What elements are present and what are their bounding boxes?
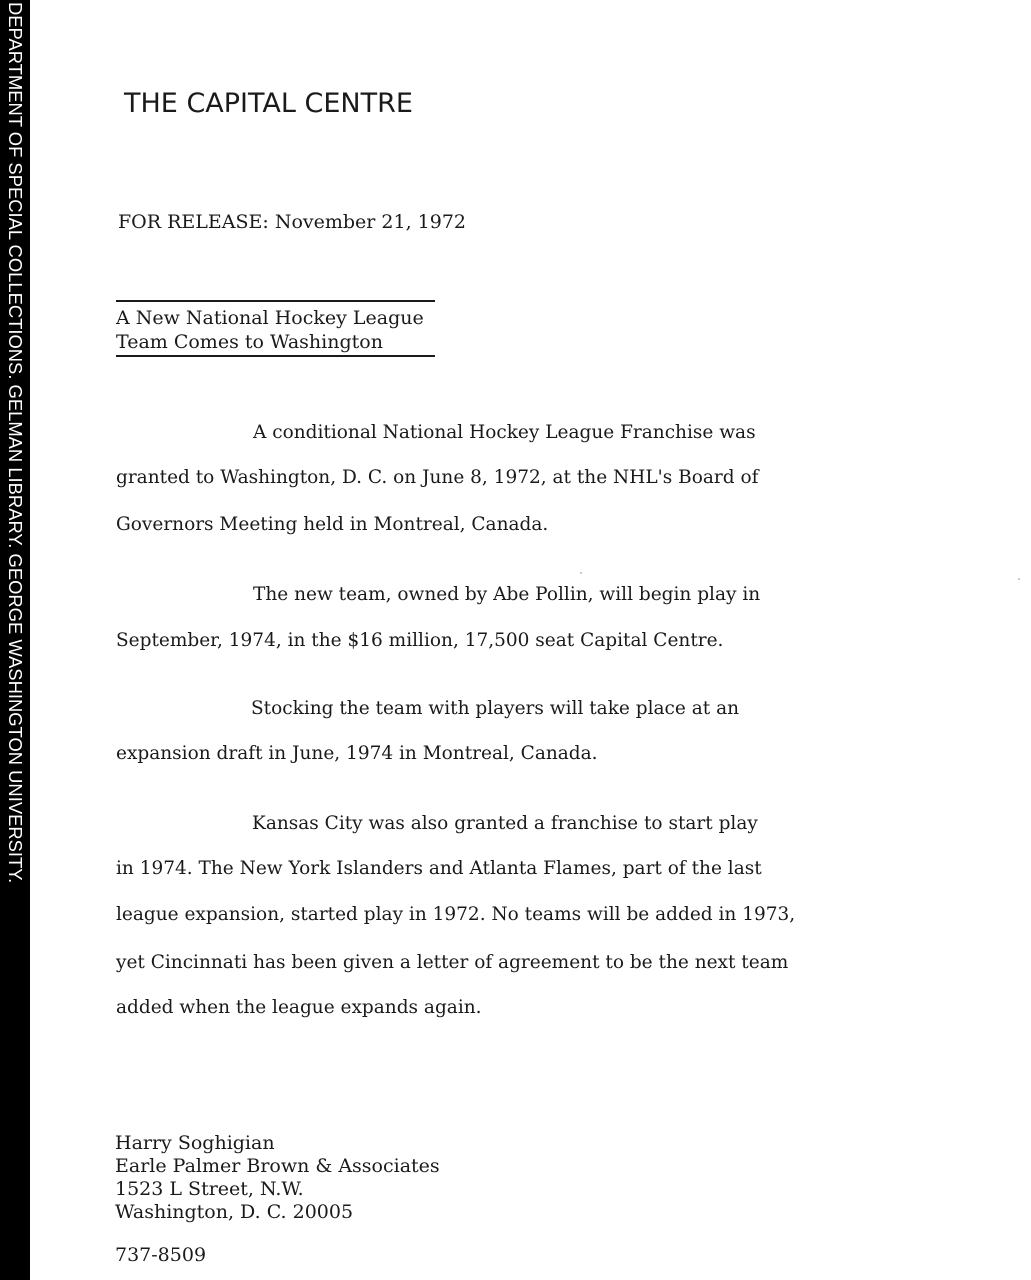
- body-line: Stocking the team with players will take place at an: [251, 698, 740, 719]
- contact-city: Washington, D. C. 20005: [115, 1201, 354, 1223]
- body-line: September, 1974, in the $16 million, 17,500 seat Capital Centre.: [116, 630, 724, 651]
- headline-box: [116, 300, 435, 357]
- contact-name: Harry Soghigian: [115, 1132, 275, 1154]
- body-line: league expansion, started play in 1972. No teams will be added in 1973,: [116, 904, 796, 925]
- body-line: granted to Washington, D. C. on June 8, 1972, at the NHL's Board of: [116, 467, 759, 488]
- archive-credit-text: DEPARTMENT OF SPECIAL COLLECTIONS. GELMAN LIBRARY. GEORGE WASHINGTON UNIVERSITY.: [5, 2, 26, 884]
- headline-line-2: Team Comes to Washington: [116, 331, 383, 353]
- body-line: added when the league expands again.: [116, 997, 482, 1018]
- archive-sidebar: [0, 0, 30, 1280]
- body-line: A conditional National Hockey League Franchise was: [253, 422, 756, 443]
- body-line: yet Cincinnati has been given a letter of agreement to be the next team: [116, 952, 789, 973]
- contact-block: [115, 1132, 440, 1224]
- body-line: Governors Meeting held in Montreal, Canada.: [116, 514, 549, 535]
- scan-speck: [580, 572, 582, 574]
- body-line: The new team, owned by Abe Pollin, will begin play in: [253, 584, 761, 605]
- letterhead-title: THE CAPITAL CENTRE: [124, 88, 413, 119]
- body-line: expansion draft in June, 1974 in Montreal, Canada.: [116, 743, 598, 764]
- scan-speck: [1018, 578, 1020, 580]
- headline-line-1: A New National Hockey League: [116, 307, 424, 329]
- contact-street: 1523 L Street, N.W.: [115, 1178, 304, 1200]
- body-line: Kansas City was also granted a franchise to start play: [252, 813, 758, 834]
- release-date: FOR RELEASE: November 21, 1972: [118, 211, 467, 233]
- contact-phone: 737-8509: [115, 1244, 207, 1266]
- contact-company: Earle Palmer Brown & Associates: [115, 1155, 440, 1177]
- body-line: in 1974. The New York Islanders and Atlanta Flames, part of the last: [116, 858, 762, 879]
